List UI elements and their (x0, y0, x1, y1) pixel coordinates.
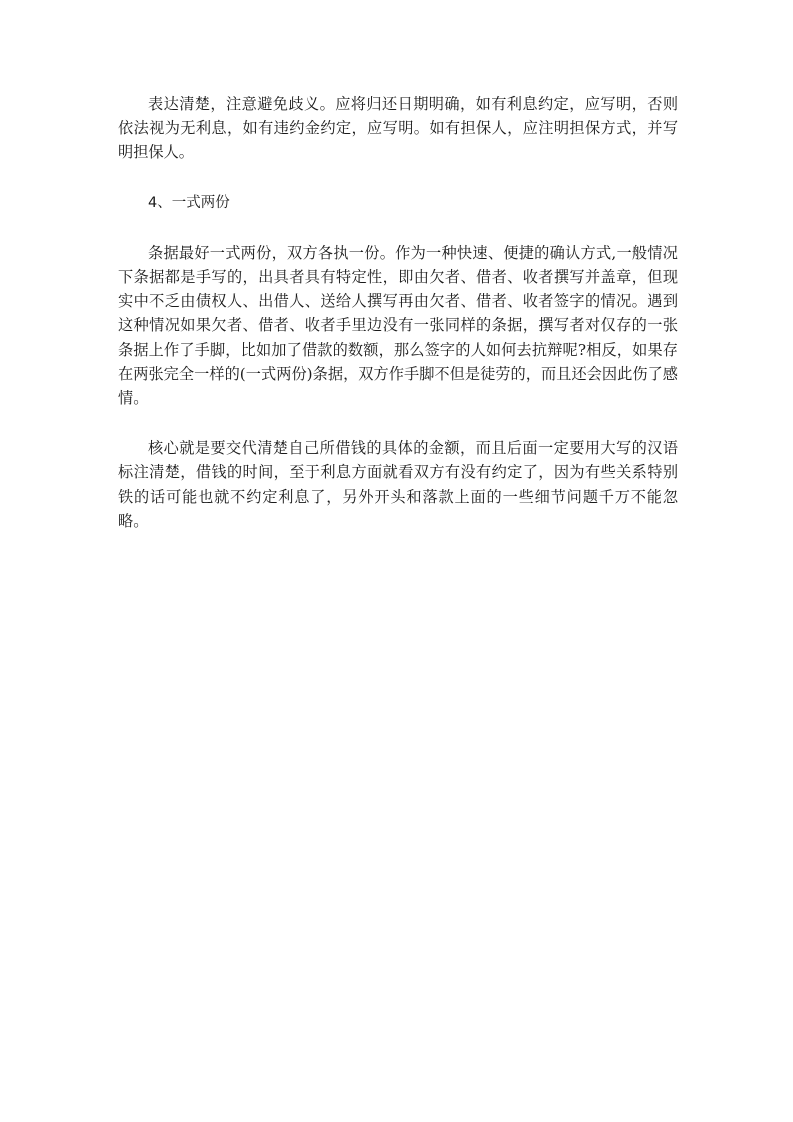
paragraph-duplicate-copies: 条据最好一式两份，双方各执一份。作为一种快速、便捷的确认方式,一般情况下条据都是手写的，出具者具有特定性，即由欠者、借者、收者撰写并盖章，但现实中不乏由债权人、出借人、送给人撰写再由欠者、借者、收者签字的情况。遇到这种情况如果欠者、借者、收者手里边没有一张同样的条据，撰写者对仅存的一张条据上作了手脚，比如加了借款的数额，那么签字的人如何去抗辩呢?相反，如果存在两张完全一样的(一式两份)条据，双方作手脚不但是徒劳的，而且还会因此伤了感情。 (118, 243, 678, 408)
document-body (118, 92, 678, 559)
paragraph-core-summary: 核心就是要交代清楚自己所借钱的具体的金额，而且后面一定要用大写的汉语标注清楚，借钱的时间，至于利息方面就看双方有没有约定了，因为有些关系特别铁的话可能也就不约定利息了，另外开头和落款上面的一些细节问题千万不能忽略。 (118, 439, 678, 530)
section-heading-duplicate-copies: 4、一式两份 (148, 194, 230, 211)
paragraph-clarity: 表达清楚，注意避免歧义。应将归还日期明确，如有利息约定，应写明，否则依法视为无利息，如有违约金约定，应写明。如有担保人，应注明担保方式，并写明担保人。 (118, 95, 678, 162)
